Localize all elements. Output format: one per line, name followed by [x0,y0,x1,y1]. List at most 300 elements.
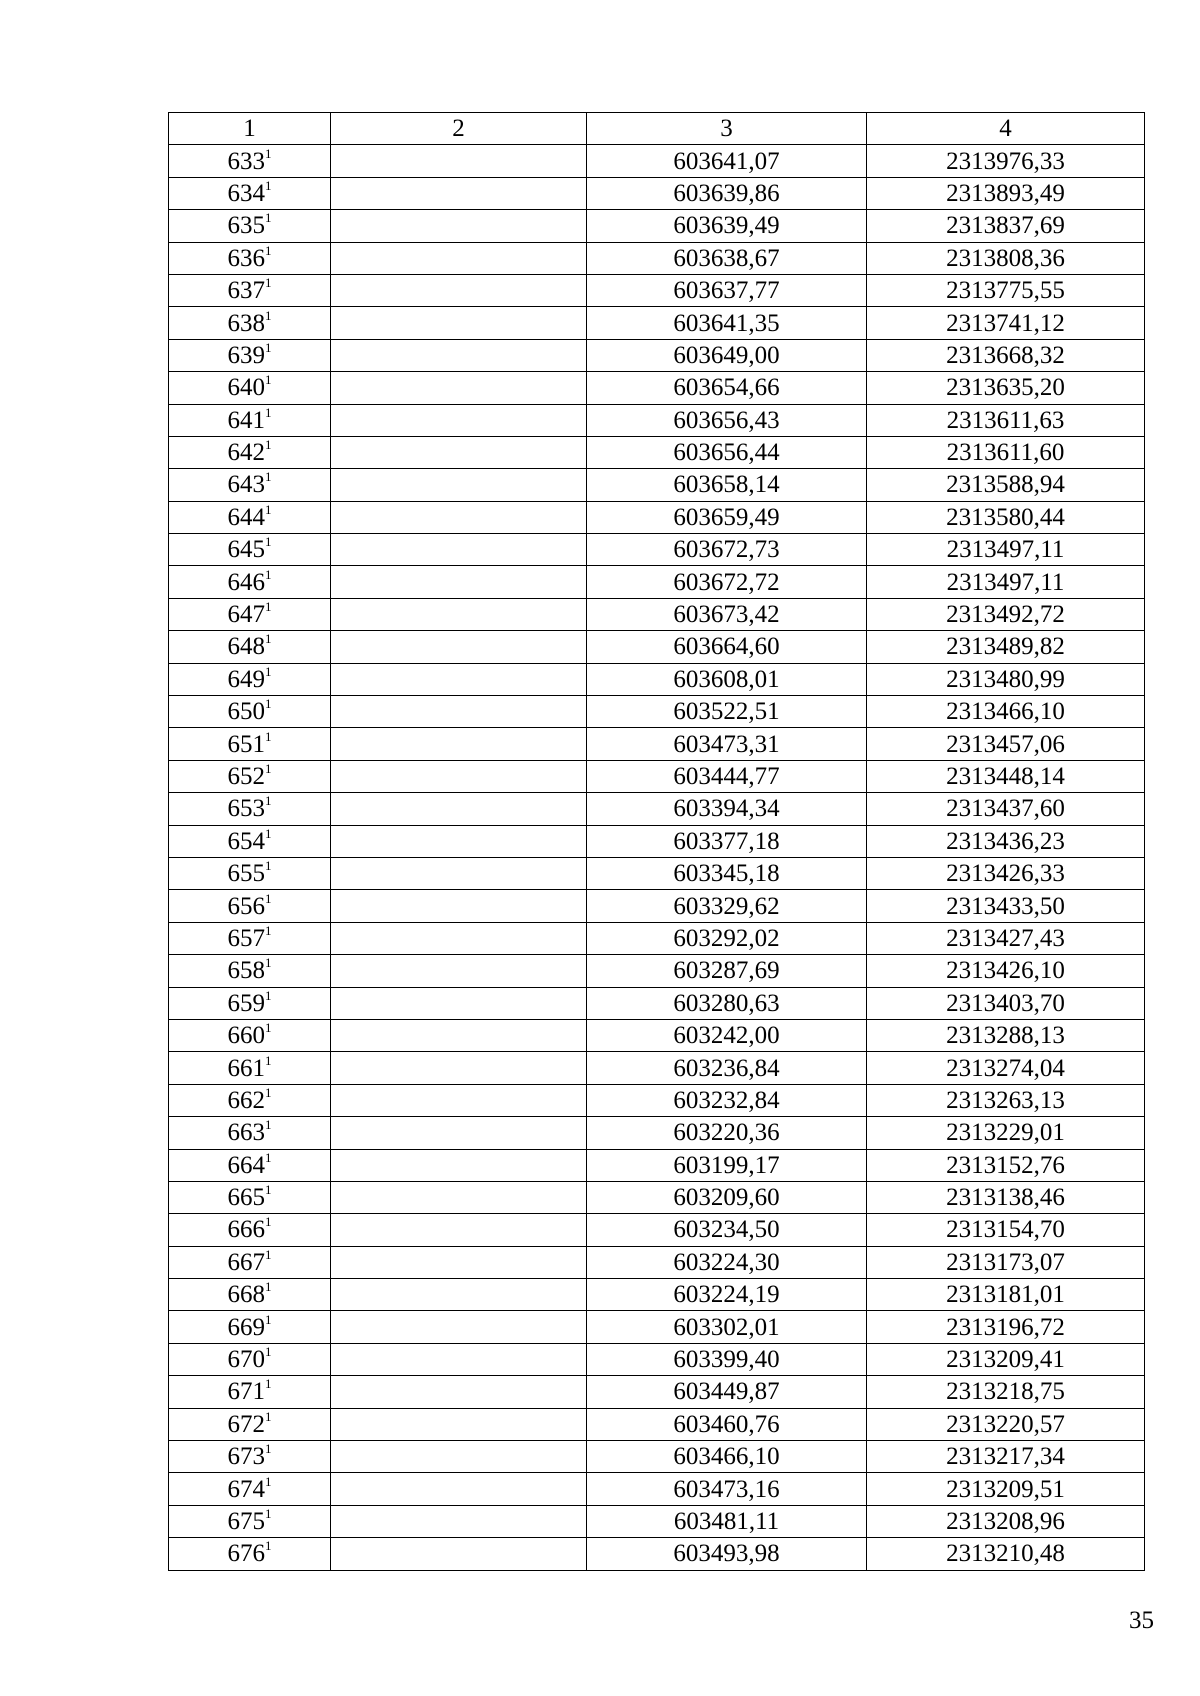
x-coordinate-cell: 603493,98 [587,1538,867,1570]
point-number: 645 [227,536,265,564]
y-coordinate-cell: 2313668,32 [867,339,1145,371]
column-2-cell [331,857,587,889]
table-row [169,825,1145,857]
point-number-superscript: 1 [265,663,272,679]
x-coordinate-cell: 603522,51 [587,696,867,728]
y-coordinate-cell: 2313220,57 [867,1408,1145,1440]
table-row [169,1473,1145,1505]
y-coordinate-cell: 2313775,55 [867,274,1145,306]
point-number: 665 [227,1184,265,1212]
x-coordinate-cell: 603672,72 [587,566,867,598]
y-coordinate-cell: 2313893,49 [867,177,1145,209]
x-coordinate-cell: 603234,50 [587,1214,867,1246]
column-2-cell [331,177,587,209]
column-2-cell [331,955,587,987]
y-coordinate-cell: 2313274,04 [867,1052,1145,1084]
y-coordinate-cell: 2313497,11 [867,566,1145,598]
y-coordinate-cell: 2313588,94 [867,469,1145,501]
table-row [169,598,1145,630]
x-coordinate-cell: 603658,14 [587,469,867,501]
x-coordinate-cell: 603466,10 [587,1441,867,1473]
point-number: 641 [227,406,265,434]
point-number-superscript: 1 [265,1376,272,1392]
y-coordinate-cell: 2313218,75 [867,1376,1145,1408]
x-coordinate-cell: 603394,34 [587,793,867,825]
y-coordinate-cell: 2313808,36 [867,242,1145,274]
point-number-superscript: 1 [265,210,272,226]
column-2-cell [331,534,587,566]
y-coordinate-cell: 2313263,13 [867,1084,1145,1116]
y-coordinate-cell: 2313976,33 [867,145,1145,177]
y-coordinate-cell: 2313209,51 [867,1473,1145,1505]
column-2-cell [331,890,587,922]
point-number-superscript: 1 [265,275,272,291]
column-2-cell [331,372,587,404]
y-coordinate-cell: 2313635,20 [867,372,1145,404]
y-coordinate-cell: 2313229,01 [867,1117,1145,1149]
point-number-superscript: 1 [265,1473,272,1489]
column-2-cell [331,339,587,371]
point-number-cell [169,760,331,792]
point-number: 674 [227,1475,265,1503]
x-coordinate-cell: 603224,19 [587,1279,867,1311]
x-coordinate-cell: 603656,44 [587,436,867,468]
point-number-cell [169,1376,331,1408]
table-row [169,177,1145,209]
table-row [169,1084,1145,1116]
table-row [169,274,1145,306]
table-row [169,1505,1145,1537]
point-number: 636 [227,244,265,272]
y-coordinate-cell: 2313837,69 [867,210,1145,242]
y-coordinate-cell: 2313497,11 [867,534,1145,566]
column-2-cell [331,1311,587,1343]
table-row [169,1279,1145,1311]
table-row [169,1117,1145,1149]
y-coordinate-cell: 2313433,50 [867,890,1145,922]
point-number: 637 [227,277,265,305]
column-2-cell [331,1019,587,1051]
point-number: 647 [227,601,265,629]
point-number-cell [169,242,331,274]
table-row [169,307,1145,339]
x-coordinate-cell: 603639,86 [587,177,867,209]
point-number-cell [169,598,331,630]
point-number-superscript: 1 [265,1214,272,1230]
point-number-cell [169,501,331,533]
table-row [169,1408,1145,1440]
column-2-cell [331,663,587,695]
point-number-superscript: 1 [265,793,272,809]
x-coordinate-cell: 603473,31 [587,728,867,760]
point-number-cell [169,922,331,954]
point-number-cell [169,1441,331,1473]
x-coordinate-cell: 603473,16 [587,1473,867,1505]
point-number: 638 [227,309,265,337]
point-number-cell [169,307,331,339]
point-number-cell [169,696,331,728]
column-2-cell [331,436,587,468]
column-2-cell [331,210,587,242]
point-number-superscript: 1 [265,177,272,193]
point-number: 670 [227,1346,265,1374]
point-number-superscript: 1 [265,728,272,744]
table-row [169,890,1145,922]
point-number: 672 [227,1410,265,1438]
y-coordinate-cell: 2313208,96 [867,1505,1145,1537]
page-number: 35 [1129,1607,1154,1634]
point-number-superscript: 1 [265,1084,272,1100]
point-number-superscript: 1 [265,890,272,906]
column-2-cell [331,760,587,792]
point-number: 656 [227,892,265,920]
point-number-superscript: 1 [265,1441,272,1457]
x-coordinate-cell: 603232,84 [587,1084,867,1116]
point-number-cell [169,1052,331,1084]
column-2-cell [331,404,587,436]
x-coordinate-cell: 603399,40 [587,1343,867,1375]
point-number-cell [169,177,331,209]
column-2-cell [331,1246,587,1278]
x-coordinate-cell: 603345,18 [587,857,867,889]
table-row [169,663,1145,695]
point-number: 643 [227,471,265,499]
column-2-cell [331,1214,587,1246]
point-number: 640 [227,374,265,402]
y-coordinate-cell: 2313436,23 [867,825,1145,857]
table-row [169,469,1145,501]
table-row [169,1376,1145,1408]
table-row [169,1052,1145,1084]
x-coordinate-cell: 603637,77 [587,274,867,306]
point-number-superscript: 1 [265,501,272,517]
column-2-cell [331,631,587,663]
point-number-cell [169,404,331,436]
y-coordinate-cell: 2313580,44 [867,501,1145,533]
x-coordinate-cell: 603639,49 [587,210,867,242]
point-number: 676 [227,1540,265,1568]
table-row [169,955,1145,987]
point-number-cell [169,372,331,404]
point-number-superscript: 1 [265,1311,272,1327]
point-number: 675 [227,1507,265,1535]
point-number-superscript: 1 [265,599,272,615]
point-number: 652 [227,763,265,790]
point-number-superscript: 1 [265,696,272,712]
column-header-3: 3 [587,113,867,145]
table-row [169,793,1145,825]
column-2-cell [331,566,587,598]
point-number-superscript: 1 [265,987,272,1003]
point-number-cell [169,663,331,695]
coordinates-table [168,112,1145,1571]
x-coordinate-cell: 603672,73 [587,534,867,566]
point-number-superscript: 1 [265,404,272,420]
y-coordinate-cell: 2313427,43 [867,922,1145,954]
x-coordinate-cell: 603287,69 [587,955,867,987]
point-number: 657 [227,924,265,952]
table-row [169,1538,1145,1570]
y-coordinate-cell: 2313403,70 [867,987,1145,1019]
point-number-superscript: 1 [265,631,272,647]
y-coordinate-cell: 2313138,46 [867,1181,1145,1213]
point-number: 634 [227,179,265,207]
x-coordinate-cell: 603460,76 [587,1408,867,1440]
point-number-cell [169,274,331,306]
column-2-cell [331,1376,587,1408]
column-2-cell [331,274,587,306]
column-2-cell [331,825,587,857]
point-number-superscript: 1 [265,1408,272,1424]
column-2-cell [331,1149,587,1181]
table-row [169,922,1145,954]
point-number-superscript: 1 [265,1538,272,1554]
point-number-cell [169,1538,331,1570]
x-coordinate-cell: 603302,01 [587,1311,867,1343]
point-number-cell [169,793,331,825]
point-number-superscript: 1 [265,761,272,776]
column-header-1: 1 [169,113,331,145]
point-number: 653 [227,795,265,823]
x-coordinate-cell: 603199,17 [587,1149,867,1181]
point-number: 648 [227,633,265,661]
y-coordinate-cell: 2313288,13 [867,1019,1145,1051]
table-row [169,1441,1145,1473]
point-number: 633 [227,147,265,175]
point-number: 649 [227,665,265,693]
point-number-cell [169,1149,331,1181]
point-number-cell [169,469,331,501]
point-number-superscript: 1 [265,534,272,550]
table-header [169,113,1145,145]
point-number: 646 [227,568,265,596]
y-coordinate-cell: 2313426,33 [867,857,1145,889]
column-2-cell [331,1052,587,1084]
column-header-4: 4 [867,113,1145,145]
point-number-superscript: 1 [265,1279,272,1295]
table-row [169,631,1145,663]
y-coordinate-cell: 2313196,72 [867,1311,1145,1343]
point-number-cell [169,1117,331,1149]
point-number: 661 [227,1054,265,1082]
x-coordinate-cell: 603641,07 [587,145,867,177]
point-number-cell [169,566,331,598]
x-coordinate-cell: 603209,60 [587,1181,867,1213]
point-number-cell [169,1246,331,1278]
column-2-cell [331,307,587,339]
table-row [169,566,1145,598]
point-number-superscript: 1 [265,1117,272,1133]
point-number-superscript: 1 [265,437,272,453]
column-2-cell [331,1343,587,1375]
column-2-cell [331,1181,587,1213]
column-2-cell [331,1505,587,1537]
table-row [169,1181,1145,1213]
column-2-cell [331,1408,587,1440]
y-coordinate-cell: 2313611,60 [867,436,1145,468]
x-coordinate-cell: 603638,67 [587,242,867,274]
y-coordinate-cell: 2313489,82 [867,631,1145,663]
x-coordinate-cell: 603673,42 [587,598,867,630]
point-number-superscript: 1 [265,825,272,841]
x-coordinate-cell: 603449,87 [587,1376,867,1408]
point-number-cell [169,1214,331,1246]
column-2-cell [331,598,587,630]
x-coordinate-cell: 603220,36 [587,1117,867,1149]
point-number-cell [169,1473,331,1505]
point-number-superscript: 1 [265,307,272,323]
column-2-cell [331,469,587,501]
point-number-cell [169,631,331,663]
point-number-cell [169,1505,331,1537]
y-coordinate-cell: 2313466,10 [867,696,1145,728]
point-number-superscript: 1 [265,1052,272,1068]
y-coordinate-cell: 2313181,01 [867,1279,1145,1311]
y-coordinate-cell: 2313611,63 [867,404,1145,436]
point-number-superscript: 1 [265,566,272,582]
point-number: 658 [227,957,265,985]
point-number-superscript: 1 [265,372,272,388]
table-row [169,1214,1145,1246]
point-number-cell [169,1408,331,1440]
column-2-cell [331,793,587,825]
x-coordinate-cell: 603329,62 [587,890,867,922]
point-number: 663 [227,1119,265,1147]
point-number-cell [169,857,331,889]
table-body [169,145,1145,1570]
point-number-superscript: 1 [265,339,272,355]
table-row [169,987,1145,1019]
x-coordinate-cell: 603608,01 [587,663,867,695]
point-number-superscript: 1 [265,955,272,971]
column-2-cell [331,242,587,274]
column-2-cell [331,1279,587,1311]
header-row [169,113,1145,145]
point-number-superscript: 1 [265,469,272,485]
point-number-cell [169,534,331,566]
table-row [169,728,1145,760]
table-row [169,436,1145,468]
point-number: 635 [227,212,265,240]
table-row [169,210,1145,242]
point-number: 654 [227,827,265,855]
point-number-cell [169,339,331,371]
x-coordinate-cell: 603224,30 [587,1246,867,1278]
x-coordinate-cell: 603664,60 [587,631,867,663]
y-coordinate-cell: 2313173,07 [867,1246,1145,1278]
column-2-cell [331,1538,587,1570]
point-number: 644 [227,503,265,531]
x-coordinate-cell: 603481,11 [587,1505,867,1537]
point-number-cell [169,987,331,1019]
y-coordinate-cell: 2313209,41 [867,1343,1145,1375]
y-coordinate-cell: 2313741,12 [867,307,1145,339]
x-coordinate-cell: 603649,00 [587,339,867,371]
table-row [169,1343,1145,1375]
x-coordinate-cell: 603280,63 [587,987,867,1019]
table-row [169,1246,1145,1278]
table-row [169,339,1145,371]
table-row [169,242,1145,274]
point-number: 673 [227,1443,265,1471]
table-row [169,857,1145,889]
x-coordinate-cell: 603659,49 [587,501,867,533]
point-number-superscript: 1 [265,1020,272,1036]
point-number-cell [169,1279,331,1311]
column-2-cell [331,987,587,1019]
table-row [169,1311,1145,1343]
x-coordinate-cell: 603654,66 [587,372,867,404]
y-coordinate-cell: 2313437,60 [867,793,1145,825]
point-number: 642 [227,439,265,467]
point-number-cell [169,890,331,922]
x-coordinate-cell: 603236,84 [587,1052,867,1084]
table-row [169,404,1145,436]
table-row [169,145,1145,177]
column-2-cell [331,1473,587,1505]
column-2-cell [331,1441,587,1473]
point-number-superscript: 1 [265,242,272,258]
column-2-cell [331,1084,587,1116]
table-row [169,501,1145,533]
y-coordinate-cell: 2313492,72 [867,598,1145,630]
point-number-cell [169,1181,331,1213]
point-number-cell [169,728,331,760]
point-number: 664 [227,1151,265,1179]
table-row [169,760,1145,792]
y-coordinate-cell: 2313457,06 [867,728,1145,760]
y-coordinate-cell: 2313154,70 [867,1214,1145,1246]
y-coordinate-cell: 2313448,14 [867,760,1145,792]
column-2-cell [331,145,587,177]
table-row [169,534,1145,566]
point-number: 671 [227,1378,265,1406]
x-coordinate-cell: 603444,77 [587,760,867,792]
point-number: 650 [227,698,265,726]
point-number-superscript: 1 [265,858,272,874]
point-number-cell [169,436,331,468]
point-number: 651 [227,730,265,758]
point-number: 669 [227,1313,265,1341]
table-row [169,1149,1145,1181]
table-row [169,1019,1145,1051]
point-number-superscript: 1 [265,1182,272,1198]
point-number-cell [169,210,331,242]
column-2-cell [331,501,587,533]
point-number-superscript: 1 [265,1344,272,1360]
x-coordinate-cell: 603641,35 [587,307,867,339]
point-number-cell [169,955,331,987]
x-coordinate-cell: 603656,43 [587,404,867,436]
y-coordinate-cell: 2313152,76 [867,1149,1145,1181]
point-number-superscript: 1 [265,145,272,161]
point-number-superscript: 1 [265,1505,272,1521]
x-coordinate-cell: 603242,00 [587,1019,867,1051]
point-number: 666 [227,1216,265,1244]
column-2-cell [331,696,587,728]
point-number-cell [169,145,331,177]
y-coordinate-cell: 2313480,99 [867,663,1145,695]
column-2-cell [331,922,587,954]
point-number-cell [169,1019,331,1051]
point-number: 667 [227,1248,265,1276]
point-number: 660 [227,1022,265,1050]
column-2-cell [331,1117,587,1149]
x-coordinate-cell: 603377,18 [587,825,867,857]
point-number-superscript: 1 [265,1246,272,1262]
point-number-cell [169,1084,331,1116]
point-number: 659 [227,989,265,1017]
